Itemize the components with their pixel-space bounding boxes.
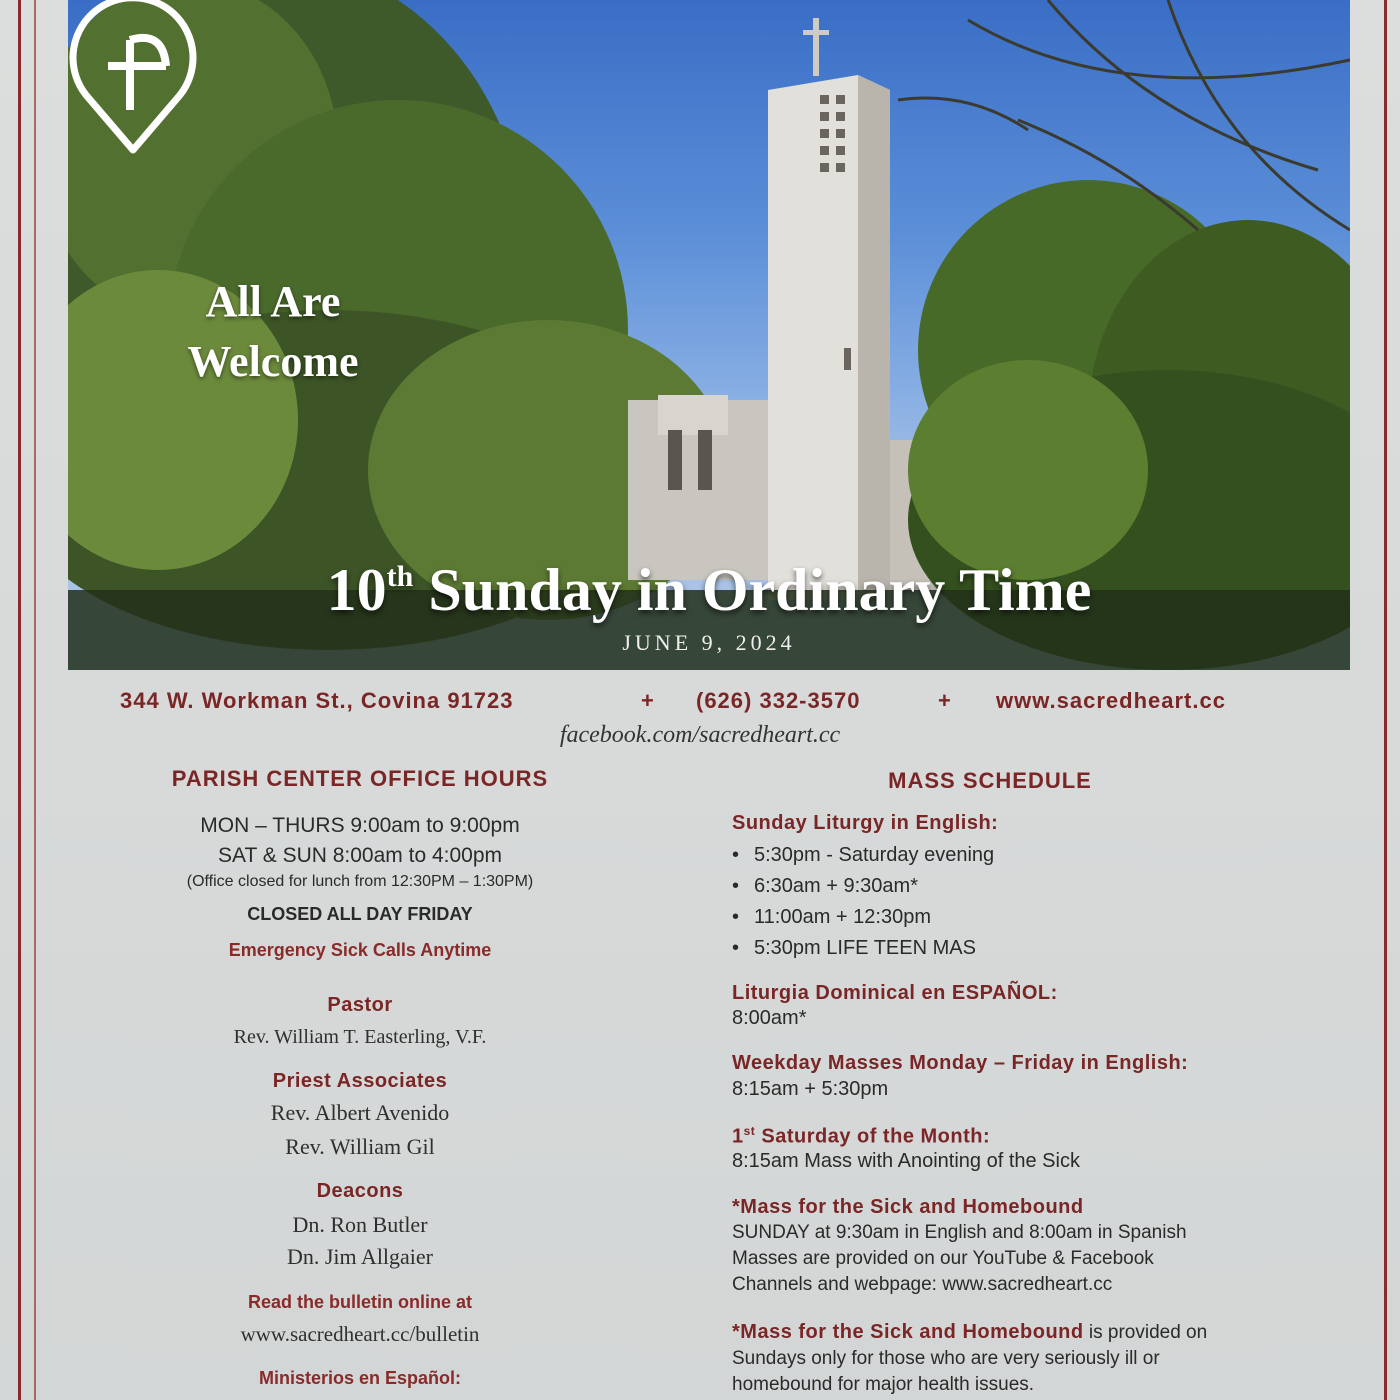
left-border-rule: [18, 0, 21, 1400]
right-border-rule: [1384, 0, 1387, 1400]
website-link[interactable]: www.sacredheart.cc: [996, 688, 1226, 713]
lunch-note: (Office closed for lunch from 12:30PM – 1:30PM): [186, 873, 534, 890]
bulletin-date: JUNE 9, 2024: [622, 630, 796, 655]
sick2-line-3: homebound for major health issues.: [732, 1374, 1035, 1395]
weekday-hours: MON – THURS 9:00am to 9:00pm: [200, 814, 520, 837]
facebook-link[interactable]: facebook.com/sacredheart.cc: [559, 722, 841, 748]
first-saturday-label: Saturday of the Month:: [761, 1125, 991, 1148]
sick2-tail: is provided on: [1083, 1322, 1208, 1343]
list-item: • 5:30pm - Saturday evening: [730, 840, 1330, 871]
left-inner-rule: [34, 0, 36, 1400]
welcome-line-1: All Are: [205, 277, 341, 326]
weekday-time: 8:15am + 5:30pm: [732, 1078, 889, 1100]
phone: (626) 332-3570: [696, 688, 861, 713]
closed-note: CLOSED ALL DAY FRIDAY: [247, 904, 473, 924]
sick2-heading-line: [732, 1320, 1207, 1346]
list-item: • 5:30pm LIFE TEEN MAS: [730, 933, 1330, 964]
location-pin-icon: [68, 0, 198, 160]
sick2-heading: *Mass for the Sick and Homebound: [732, 1321, 1084, 1343]
all-are-welcome-text: [168, 272, 378, 392]
office-hours-heading: PARISH CENTER OFFICE HOURS: [171, 766, 549, 791]
bulletin-link[interactable]: www.sacredheart.cc/bulletin: [240, 1322, 480, 1346]
separator-2: +: [938, 688, 952, 713]
separator-1: +: [641, 688, 655, 713]
bulletin-heading: Read the bulletin online at: [247, 1292, 472, 1312]
bulletin-title: [68, 556, 1350, 625]
address: 344 W. Workman St., Covina 91723: [120, 688, 514, 713]
sick-line-3: Channels and webpage: www.sacredheart.cc: [732, 1274, 1113, 1295]
spanish-time: 8:00am*: [732, 1007, 807, 1029]
sunday-heading: Sunday Liturgy in English:: [732, 812, 999, 834]
pastor-name: Rev. William T. Easterling, V.F.: [233, 1026, 487, 1048]
list-item: • 6:30am + 9:30am*: [730, 871, 1330, 902]
title-number: 10: [326, 557, 387, 623]
associate-name-1: Rev. Albert Avenido: [270, 1100, 450, 1125]
ministerios-heading: Ministerios en Español:: [258, 1368, 462, 1388]
sick2-line-2: Sundays only for those who are very seriously ill or: [732, 1348, 1160, 1369]
deacons-heading: Deacons: [316, 1180, 404, 1202]
spanish-heading: Liturgia Dominical en ESPAÑOL:: [732, 982, 1058, 1004]
first-saturday-number: 1: [732, 1125, 744, 1148]
list-item: • 11:00am + 12:30pm: [730, 902, 1330, 933]
welcome-line-2: Welcome: [187, 337, 359, 386]
emergency-note: Emergency Sick Calls Anytime: [228, 940, 492, 960]
deacon-name-1: Dn. Ron Butler: [292, 1212, 428, 1237]
title-rest: Sunday in Ordinary Time: [428, 557, 1092, 623]
sick-heading: *Mass for the Sick and Homebound: [732, 1196, 1084, 1218]
deacon-name-2: Dn. Jim Allgaier: [286, 1244, 434, 1269]
sick-line-1: SUNDAY at 9:30am in English and 8:00am in Spanish: [732, 1222, 1187, 1243]
church-photo: [68, 0, 1350, 670]
pastor-heading: Pastor: [327, 994, 393, 1016]
first-saturday-text: 8:15am Mass with Anointing of the Sick: [732, 1150, 1080, 1172]
weekday-heading: Weekday Masses Monday – Friday in English:: [732, 1052, 1189, 1074]
sunday-mass-list: [730, 840, 1330, 964]
first-saturday-heading: [732, 1124, 990, 1149]
sick-line-2: Masses are provided on our YouTube & Facebook: [732, 1248, 1154, 1269]
first-saturday-suffix: st: [743, 1124, 756, 1138]
title-suffix: th: [386, 560, 414, 593]
associate-name-2: Rev. William Gil: [285, 1134, 435, 1159]
associates-heading: Priest Associates: [272, 1070, 448, 1092]
weekend-hours: SAT & SUN 8:00am to 4:00pm: [217, 844, 503, 867]
mass-schedule-heading: MASS SCHEDULE: [888, 768, 1092, 793]
